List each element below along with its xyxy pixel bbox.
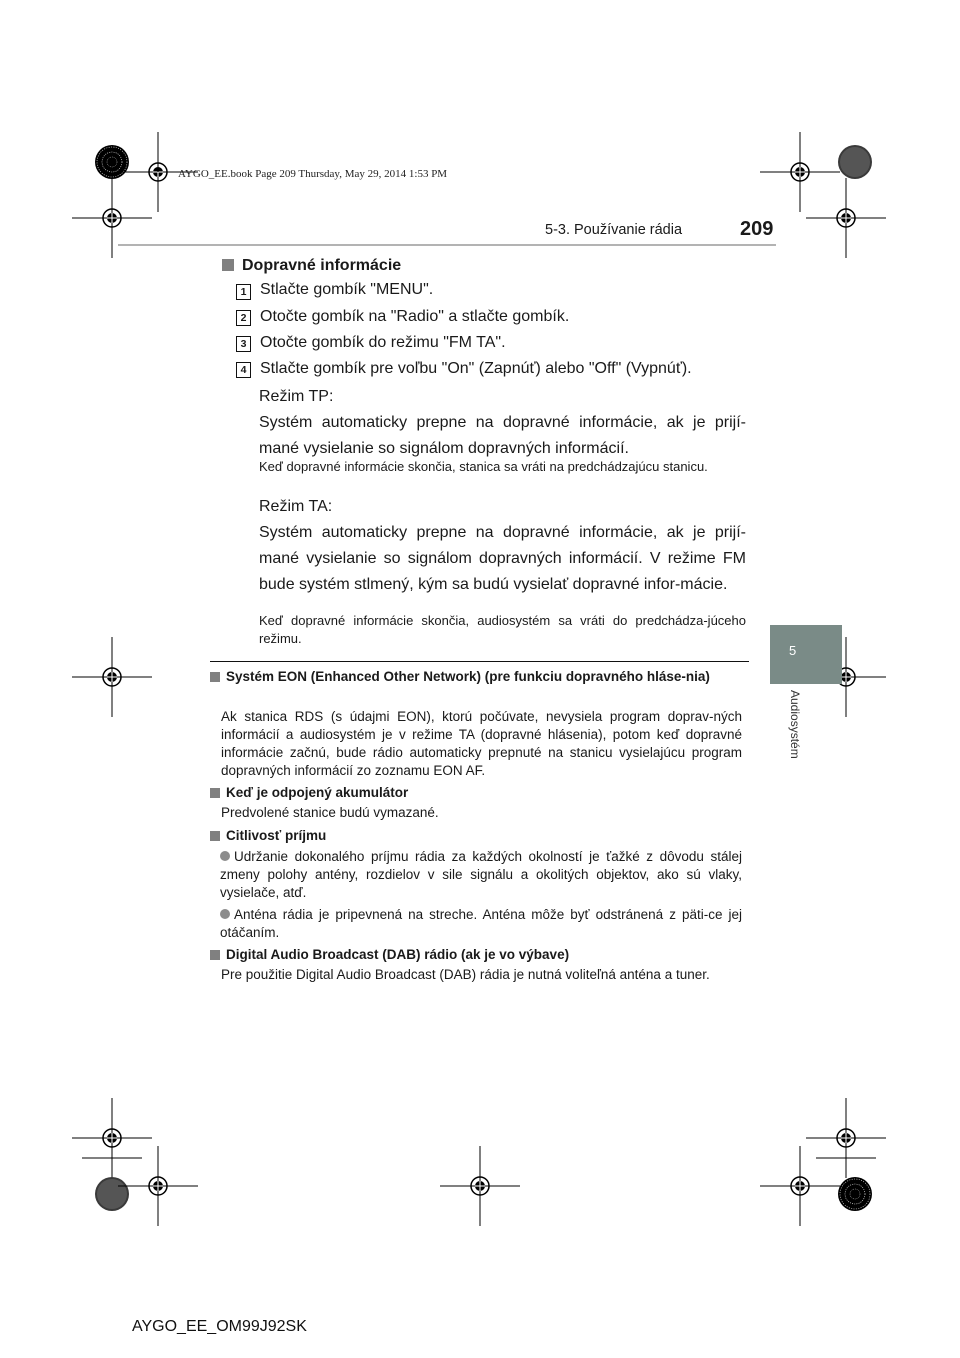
tp-mode-note: Keď dopravné informácie skončia, stanica sa vráti na predchádzajúcu stanicu. bbox=[259, 459, 708, 474]
dab-text: Pre použitie Digital Audio Broadcast (DAB) rádia je nutná voliteľná anténa a tuner. bbox=[221, 967, 710, 982]
round-bullet-icon bbox=[220, 851, 230, 861]
square-bullet-icon bbox=[222, 259, 234, 271]
crop-sun-mark bbox=[838, 1177, 872, 1211]
reception-bullet: Anténa rádia je pripevnená na streche. Anténa môže byť odstránená z päti-ce jej otáčaním. bbox=[220, 907, 742, 940]
traffic-info-heading: Dopravné informácie bbox=[222, 257, 401, 275]
step-badge: 2 bbox=[236, 310, 251, 326]
section-divider bbox=[210, 661, 749, 662]
chapter-tab bbox=[770, 625, 842, 684]
crop-cross-mark bbox=[440, 1146, 520, 1226]
chapter-tab-number: 5 bbox=[789, 643, 797, 658]
reception-bullet: Udržanie dokonalého príjmu rádia za každých okolností je ťažké z dôvodu stálej zmeny polohy antény, rozdielov v sile signálu a okolitých objektov, ako sú vlaky, vysielače, atď. bbox=[220, 849, 742, 900]
crop-cross-mark bbox=[760, 132, 840, 212]
eon-text: Ak stanica RDS (s údajmi EON), ktorú počúvate, nevysiela program doprav-ných informácií a audiosystém je v režime TA (dopravné hlásenia), potom keď dopravné informácie začnú, bude rádio automaticky prepnuté na stanicu vysielajúcu program dopravných informácií zo zoznamu EON AF. bbox=[221, 709, 742, 778]
eon-heading: Systém EON (Enhanced Other Network) (pre funkciu dopravného hláse-nia) bbox=[210, 668, 748, 686]
section-title: 5-3. Používanie rádia bbox=[545, 222, 683, 238]
round-bullet-icon bbox=[220, 909, 230, 919]
square-bullet-icon bbox=[210, 950, 220, 960]
dab-heading: Digital Audio Broadcast (DAB) rádio (ak je vo výbave) bbox=[210, 947, 569, 962]
crop-disc-mark bbox=[95, 1177, 129, 1211]
step-text: Otočte gombík do režimu "FM TA". bbox=[260, 334, 506, 351]
crop-cross-mark bbox=[806, 178, 886, 258]
tp-mode-label: Režim TP: bbox=[259, 388, 334, 405]
step-badge: 1 bbox=[236, 284, 251, 300]
page-number: 209 bbox=[740, 218, 774, 240]
step-badge: 3 bbox=[236, 336, 251, 352]
step-text: Otočte gombík na "Radio" a stlačte gombík. bbox=[260, 308, 570, 325]
crop-cross-mark bbox=[806, 1098, 886, 1178]
tp-mode-text: Systém automaticky prepne na dopravné informácie, ak je prijí-mané vysielanie so signálom dopravných informácií. bbox=[259, 414, 746, 457]
step-text: Stlačte gombík pre voľbu "On" (Zapnúť) alebo "Off" (Vypnúť). bbox=[260, 360, 692, 377]
step-text: Stlačte gombík "MENU". bbox=[260, 281, 434, 298]
square-bullet-icon bbox=[210, 672, 220, 682]
battery-text: Predvolené stanice budú vymazané. bbox=[221, 805, 439, 820]
ta-mode-label: Režim TA: bbox=[259, 498, 333, 515]
ta-mode-note: Keď dopravné informácie skončia, audiosystém sa vráti do predchádza-júceho režimu. bbox=[259, 613, 746, 646]
header-rule bbox=[118, 244, 776, 246]
crop-cross-mark bbox=[72, 637, 152, 717]
step-badge: 4 bbox=[236, 362, 251, 378]
book-stamp: AYGO_EE.book Page 209 Thursday, May 29, 2014 1:53 PM bbox=[178, 168, 448, 180]
chapter-tab-label: Audiosystém bbox=[788, 690, 802, 759]
crop-cross-mark bbox=[72, 1098, 152, 1178]
manual-code: AYGO_EE_OM99J92SK bbox=[132, 1318, 307, 1334]
battery-heading: Keď je odpojený akumulátor bbox=[210, 785, 408, 800]
square-bullet-icon bbox=[210, 788, 220, 798]
square-bullet-icon bbox=[210, 831, 220, 841]
crop-disc-mark bbox=[838, 145, 872, 179]
ta-mode-text: Systém automaticky prepne na dopravné informácie, ak je prijí-mané vysielanie so signálom dopravných informácií. V režime FM bude systém stlmený, kým sa budú vysielať dopravné infor-mácie. bbox=[259, 524, 746, 593]
crop-sun-mark bbox=[95, 145, 129, 179]
reception-heading: Citlivosť príjmu bbox=[210, 828, 326, 843]
crop-cross-mark bbox=[72, 178, 152, 258]
